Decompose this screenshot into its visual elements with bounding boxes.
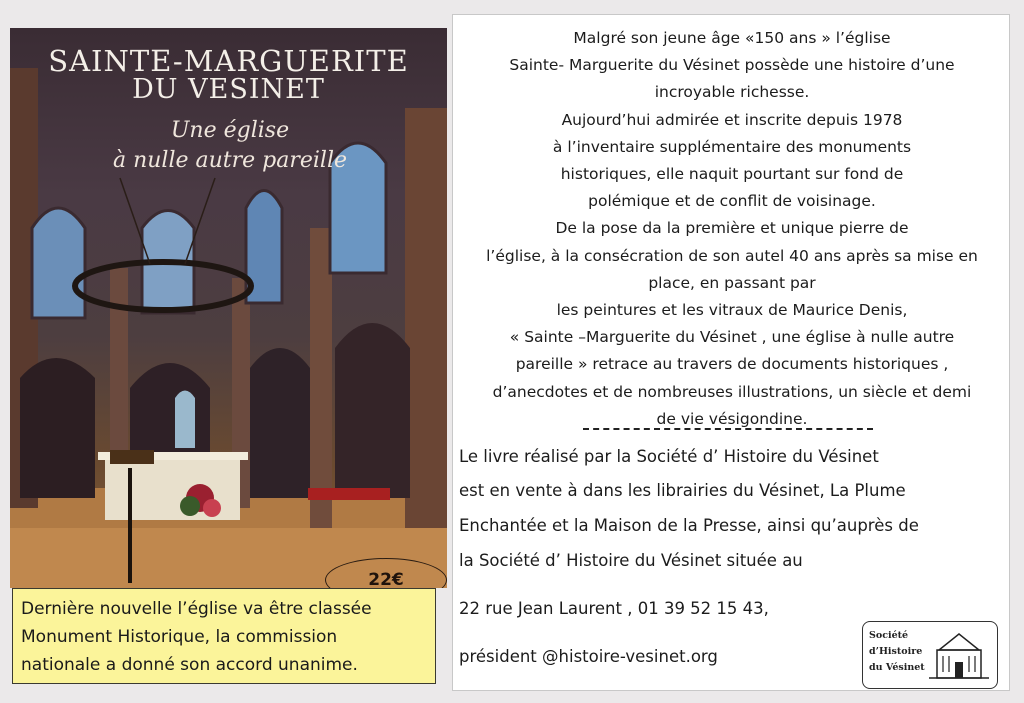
church-logo-icon (927, 632, 991, 682)
dashed-divider (583, 428, 873, 430)
description-line: Malgré son jeune âge «150 ans » l’église (573, 29, 891, 47)
description-line: « Sainte –Marguerite du Vésinet , une église à nulle autre (509, 328, 955, 347)
details-line: est en vente à dans les librairies du Vésinet, La Plume (459, 481, 906, 500)
society-logo (862, 621, 998, 689)
text-panel (452, 14, 1010, 691)
cover-title-line-2: DU VESINET (132, 74, 325, 105)
logo-text-line-2: d’Histoire (869, 646, 923, 657)
book-description (453, 25, 1011, 433)
details-line: Enchantée et la Maison de la Presse, ainsi qu’auprès de (459, 516, 919, 535)
description-line: Sainte- Marguerite du Vésinet possède une histoire d’une (509, 56, 955, 75)
description-line: incroyable richesse. (654, 83, 810, 102)
church-interior-illustration (10, 28, 447, 588)
details-line: Le livre réalisé par la Société d’ Histoire du Vésinet (459, 447, 879, 466)
note-line: nationale a donné son accord unanime. (21, 655, 358, 675)
description-line: d’anecdotes et de nombreuses illustrations, un siècle et demi (492, 382, 972, 401)
description-line: historiques, elle naquit pourtant sur fond de (560, 165, 904, 184)
description-line: polémique et de conflit de voisinage. (588, 192, 876, 211)
contact-email: président @histoire-vesinet.org (459, 647, 718, 666)
description-line: à l’inventaire supplémentaire des monuments (552, 137, 912, 156)
details-line: la Société d’ Histoire du Vésinet située au (459, 551, 803, 570)
description-line: place, en passant par (648, 273, 816, 292)
cover-title-line-1: SAINTE-MARGUERITE (48, 44, 409, 78)
cover-subtitle-line-2: à nulle autre pareille (112, 148, 348, 173)
note-line: Monument Historique, la commission (21, 627, 338, 647)
note-line: Dernière nouvelle l’église va être classée (21, 599, 372, 619)
cover-subtitle-line-1: Une église (170, 118, 290, 143)
logo-text-line-3: du Vésinet (869, 662, 925, 673)
description-line: De la pose da la première et unique pierre de (555, 219, 909, 238)
logo-text-line-1: Société (869, 630, 909, 641)
description-line: Aujourd’hui admirée et inscrite depuis 1978 (561, 110, 903, 129)
description-line: de vie vésigondine. (656, 409, 808, 428)
description-line: pareille » retrace au travers de documents historiques , (515, 355, 949, 374)
description-line: l’église, à la consécration de son autel 40 ans après sa mise en (486, 246, 978, 265)
news-note (12, 588, 436, 684)
price-badge: 22€ (325, 558, 447, 588)
address-phone: 22 rue Jean Laurent , 01 39 52 15 43, (459, 599, 769, 618)
book-cover (10, 28, 447, 588)
description-line: les peintures et les vitraux de Maurice Denis, (556, 301, 908, 320)
